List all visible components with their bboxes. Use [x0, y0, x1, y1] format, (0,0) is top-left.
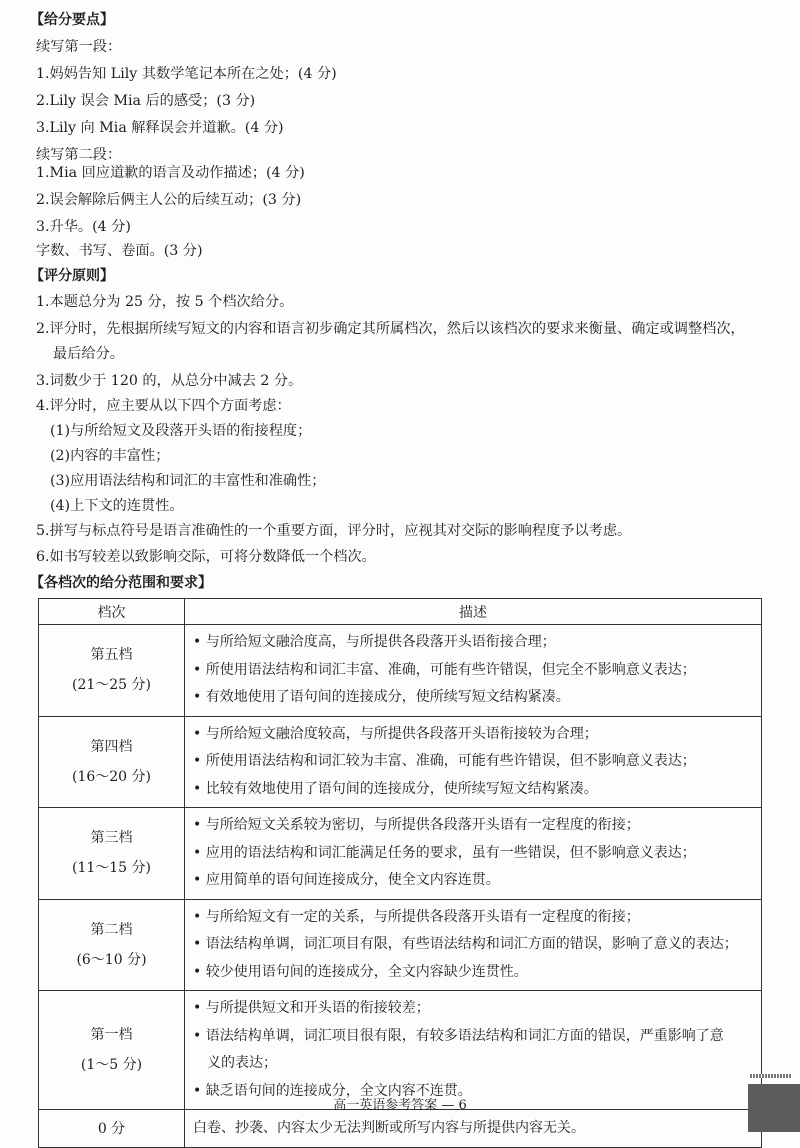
level-range: (11～15 分)	[71, 860, 151, 877]
description-cell	[185, 808, 762, 900]
paragraph2-item: 2.误会解除后俩主人公的后续互动；(3 分)	[36, 192, 302, 208]
level-range: (21～25 分)	[71, 677, 151, 694]
level-cell	[39, 991, 185, 1110]
paragraph1-item: 1.妈妈告知 Lily 其数学笔记本所在之处；(4 分)	[36, 66, 337, 82]
principle-subitem: (3)应用语法结构和词汇的丰富性和准确性；	[50, 473, 326, 489]
description-cell	[185, 716, 762, 808]
description-cell	[185, 991, 762, 1110]
section-title-scoring-points: 【给分要点】	[30, 12, 114, 28]
level-cell	[39, 625, 185, 717]
criterion-line-continuation: 义的表达；	[207, 1055, 277, 1071]
criterion-line: • 语法结构单调，词汇项目有限，有些语法结构和词汇方面的错误，影响了意义的表达；	[193, 936, 738, 952]
description-cell	[185, 625, 762, 717]
criterion-line: • 与所给短文有一定的关系，与所提供各段落开头语有一定程度的衔接；	[193, 908, 640, 925]
criterion-line: • 应用简单的语句间连接成分，使全文内容连贯。	[193, 872, 500, 888]
principle-subitem: (4)上下文的连贯性。	[50, 498, 184, 514]
paragraph1-title: 续写第一段：	[36, 39, 122, 55]
level-range: (1～5 分)	[80, 1057, 143, 1073]
criterion-line: • 较少使用语句间的连接成分，全文内容缺少连贯性。	[193, 963, 528, 980]
level-name: 第一档	[90, 1027, 133, 1043]
table-row	[39, 899, 762, 991]
level-cell	[39, 899, 185, 991]
principle-item: 4.评分时，应主要从以下四个方面考虑：	[36, 398, 291, 414]
criterion-line: • 与所给短文融洽度高，与所提供各段落开头语衔接合理；	[193, 634, 556, 650]
level-name: 第四档	[90, 738, 133, 755]
level-cell	[39, 808, 185, 900]
principle-item-continuation: 最后给分。	[53, 346, 124, 362]
criterion-line: • 缺乏语句间的连接成分，全文内容不连贯。	[193, 1082, 472, 1099]
header-description: 描述	[185, 599, 762, 625]
corner-shade	[748, 1084, 800, 1132]
section-title-grade-levels: 【各档次的给分范围和要求】	[30, 575, 212, 591]
criterion-line: • 语法结构单调，词汇项目很有限，有较多语法结构和词汇方面的错误，严重影响了意	[193, 1027, 724, 1044]
header-level: 档次	[39, 599, 185, 625]
paragraph2-item: 1.Mia 回应道歉的语言及动作描述；(4 分)	[36, 165, 305, 181]
table-row	[39, 991, 762, 1110]
level-cell	[39, 716, 185, 808]
criterion-line: • 所使用语法结构和词汇较为丰富、准确，可能有些许错误，但不影响意义表达；	[193, 753, 696, 769]
principle-item: 1.本题总分为 25 分，按 5 个档次给分。	[36, 294, 294, 310]
criterion-line: 白卷、抄袭、内容太少无法判断或所写内容与所提供内容无关。	[193, 1119, 585, 1136]
principle-item: 3.词数少于 120 的，从总分中减去 2 分。	[36, 373, 303, 389]
scan-mark	[750, 1074, 792, 1078]
criterion-line: • 与所给短文关系较为密切，与所提供各段落开头语有一定程度的衔接；	[193, 817, 640, 833]
principle-subitem: (1)与所给短文及段落开头语的衔接程度；	[50, 423, 312, 439]
paragraph2-title: 续写第二段：	[36, 147, 122, 163]
table-header-row	[39, 599, 762, 625]
writing-quality-item: 字数、书写、卷面。(3 分)	[36, 243, 203, 259]
criterion-line: • 与所给短文融洽度较高，与所提供各段落开头语衔接较为合理；	[193, 725, 598, 742]
level-name: 第三档	[90, 830, 133, 847]
principle-item: 5.拼写与标点符号是语言准确性的一个重要方面，评分时，应视其对交际的影响程度予以考虑。	[36, 523, 632, 539]
table-row	[39, 808, 762, 900]
paragraph2-item: 3.升华。(4 分)	[36, 219, 131, 235]
criterion-line: • 与所提供短文和开头语的衔接较差；	[193, 1000, 430, 1016]
criterion-line: • 应用的语法结构和词汇能满足任务的要求，虽有一些错误，但不影响意义表达；	[193, 844, 696, 861]
level-cell: 0 分	[39, 1110, 185, 1148]
level-name: 第五档	[90, 647, 133, 664]
principle-subitem: (2)内容的丰富性；	[50, 448, 170, 464]
table-row	[39, 625, 762, 717]
paragraph1-item: 2.Lily 误会 Mia 后的感受；(3 分)	[36, 93, 256, 109]
page-footer: 高一英语参考答案 — 6	[333, 1098, 467, 1113]
level-range: (16～20 分)	[71, 768, 151, 785]
table-row-zero	[39, 1110, 762, 1148]
principle-item: 6.如书写较差以致影响交际，可将分数降低一个档次。	[36, 549, 376, 565]
principle-item: 2.评分时，先根据所续写短文的内容和语言初步确定其所属档次，然后以该档次的要求来衡量、确定或调整档次，	[36, 321, 745, 337]
level-range: (6～10 分)	[76, 951, 147, 968]
level-name: 第二档	[90, 921, 133, 938]
criterion-line: • 有效地使用了语句间的连接成分，使所续写短文结构紧凑。	[193, 689, 570, 705]
grade-level-table	[38, 598, 762, 1148]
section-title-scoring-principles: 【评分原则】	[30, 268, 114, 284]
criterion-line: • 比较有效地使用了语句间的连接成分，使所续写短文结构紧凑。	[193, 780, 598, 797]
table-row	[39, 716, 762, 808]
description-cell	[185, 899, 762, 991]
description-cell	[185, 1110, 762, 1148]
paragraph1-item: 3.Lily 向 Mia 解释误会并道歉。(4 分)	[36, 120, 284, 136]
criterion-line: • 所使用语法结构和词汇丰富、准确，可能有些许错误，但完全不影响意义表达；	[193, 661, 696, 678]
